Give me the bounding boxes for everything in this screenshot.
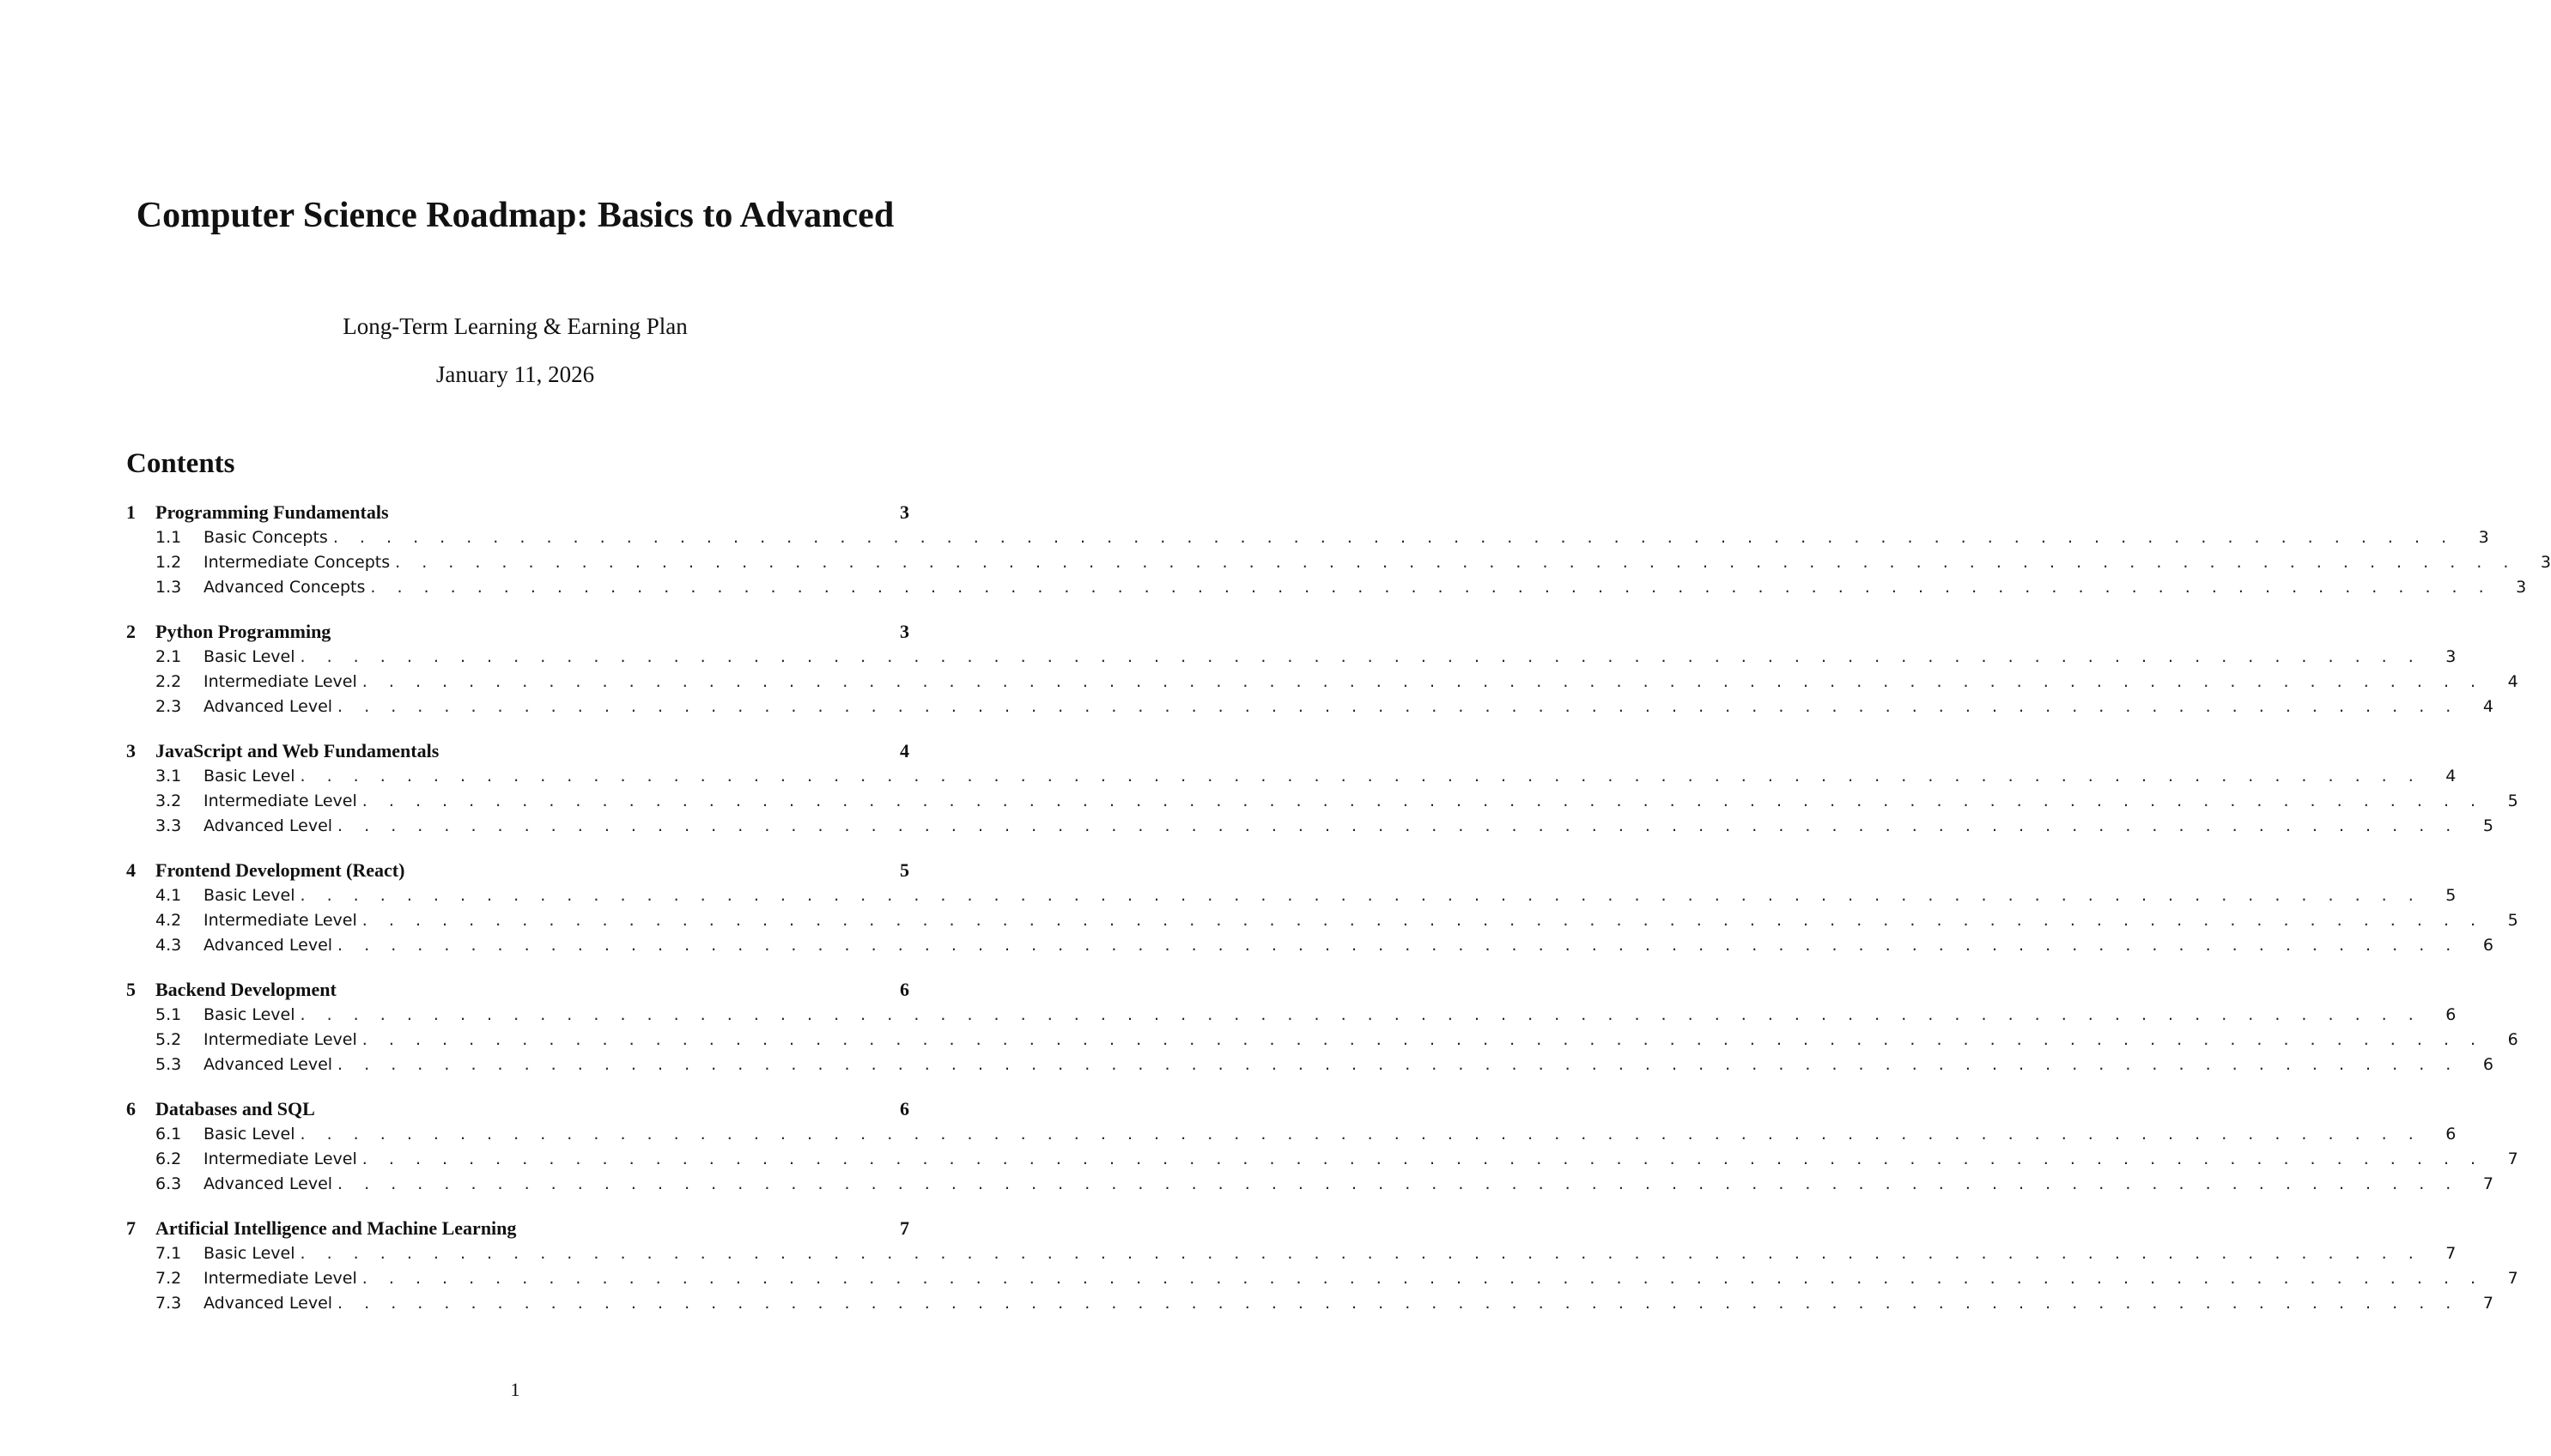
toc-section-title: Frontend Development (React) <box>155 859 405 881</box>
toc-section-number: 7 <box>126 1217 136 1239</box>
toc-subsection-number: 7.2 <box>155 1269 182 1288</box>
toc-subsection-number: 2.2 <box>155 672 182 691</box>
toc-subsection-page: 3 <box>2478 528 2489 547</box>
toc-section-number: 5 <box>126 979 136 1000</box>
toc-subsection-page: 3 <box>2540 553 2551 572</box>
toc-subsection-title: Intermediate Level <box>203 672 357 691</box>
toc-subsection-page: 7 <box>2507 1150 2518 1168</box>
toc-section-title: JavaScript and Web Fundamentals <box>155 740 440 761</box>
toc-subsection-number: 6.2 <box>155 1150 182 1168</box>
toc-subsection-page: 6 <box>2445 1005 2457 1024</box>
toc-subsection-entry[interactable] <box>126 883 2457 908</box>
toc-subsection-title: Basic Concepts <box>203 528 328 547</box>
toc-section-page: 6 <box>900 979 909 1000</box>
toc-section <box>126 1096 2518 1197</box>
toc-dot-leader: . . . . . . . . . . . . . . . . . . . . . . . . . . . . . . . . . . . . . . . . . . . . . . . . . . . . . . . . . . . . . . . . . . . . . . . . . . . . . . . . <box>300 1244 2422 1263</box>
toc-subsection-title: Intermediate Level <box>203 1269 357 1288</box>
toc-subsection-entry[interactable] <box>126 550 2551 575</box>
toc-dot-leader: . . . . . . . . . . . . . . . . . . . . . . . . . . . . . . . . . . . . . . . . . . . . . . . . . . . . . . . . . . . . . . . . . . . . . . . . . . . . . . . . <box>337 1055 2459 1074</box>
toc-subsection-number: 6.3 <box>155 1174 182 1193</box>
toc-subsection-number: 2.1 <box>155 647 182 666</box>
toc-subsection-number: 3.1 <box>155 767 182 786</box>
toc-section-number: 4 <box>126 859 136 881</box>
toc-subsection-number: 5.2 <box>155 1030 182 1049</box>
toc-subsection-entry[interactable] <box>126 575 2527 600</box>
toc-dot-leader: . . . . . . . . . . . . . . . . . . . . . . . . . . . . . . . . . . . . . . . . . . . . . . . . . . . . . . . . . . . . . . . . . . . . . . . . . . . . . . . . <box>300 767 2422 786</box>
toc-subsection-number: 5.3 <box>155 1055 182 1074</box>
toc-subsection-entry[interactable] <box>126 525 2489 550</box>
toc-dot-leader: . . . . . . . . . . . . . . . . . . . . . . . . . . . . . . . . . . . . . . . . . . . . . . . . . . . . . . . . . . . . . . . . . . . . . . . . . . . . . . . . <box>337 816 2459 835</box>
toc-subsection-number: 3.3 <box>155 816 182 835</box>
toc-subsection-entry[interactable] <box>126 1172 2493 1197</box>
toc-section-entry[interactable] <box>126 858 909 883</box>
toc-subsection-page: 6 <box>2482 1055 2493 1074</box>
toc-section-page: 3 <box>900 501 909 523</box>
toc-subsection-number: 1.2 <box>155 553 182 572</box>
toc-subsection-number: 3.2 <box>155 792 182 810</box>
toc-subsection-page: 4 <box>2482 697 2493 716</box>
toc-subsection-number: 1.3 <box>155 578 182 597</box>
toc-subsection-entry[interactable] <box>126 933 2493 958</box>
toc-dot-leader: . . . . . . . . . . . . . . . . . . . . . . . . . . . . . . . . . . . . . . . . . . . . . . . . . . . . . . . . . . . . . . . . . . . . . . . . . . . . . . . . <box>337 1174 2459 1193</box>
toc-section <box>126 977 2518 1077</box>
toc-subsection-number: 1.1 <box>155 528 182 547</box>
toc-subsection-page: 5 <box>2445 886 2457 905</box>
toc-subsection-title: Advanced Concepts <box>203 578 366 597</box>
toc-dot-leader: . . . . . . . . . . . . . . . . . . . . . . . . . . . . . . . . . . . . . . . . . . . . . . . . . . . . . . . . . . . . . . . . . . . . . . . . . . . . . . . . <box>395 553 2517 572</box>
toc-dot-leader: . . . . . . . . . . . . . . . . . . . . . . . . . . . . . . . . . . . . . . . . . . . . . . . . . . . . . . . . . . . . . . . . . . . . . . . . . . . . . . . . <box>361 1150 2484 1168</box>
toc-subsection-page: 4 <box>2445 767 2457 786</box>
toc-dot-leader: . . . . . . . . . . . . . . . . . . . . . . . . . . . . . . . . . . . . . . . . . . . . . . . . . . . . . . . . . . . . . . . . . . . . . . . . . . . . . . . . <box>370 578 2493 597</box>
toc-subsection-entry[interactable] <box>126 670 2518 695</box>
toc-section-entry[interactable] <box>126 619 909 645</box>
toc-dot-leader: . . . . . . . . . . . . . . . . . . . . . . . . . . . . . . . . . . . . . . . . . . . . . . . . . . . . . . . . . . . . . . . . . . . . . . . . . . . . . . . . <box>300 886 2422 905</box>
toc-subsection-page: 3 <box>2445 647 2457 666</box>
toc-section-title: Databases and SQL <box>155 1098 315 1119</box>
toc-subsection-title: Basic Level <box>203 886 295 905</box>
toc-subsection-title: Intermediate Level <box>203 1030 357 1049</box>
toc-section-page: 5 <box>900 859 909 881</box>
toc-subsection-entry[interactable] <box>126 1003 2457 1028</box>
toc-subsection-entry[interactable] <box>126 695 2493 719</box>
toc-subsection-title: Advanced Level <box>203 816 333 835</box>
toc-section-page: 6 <box>900 1098 909 1119</box>
toc-subsection-number: 7.3 <box>155 1294 182 1313</box>
toc-subsection-page: 7 <box>2445 1244 2457 1263</box>
toc-subsection-title: Advanced Level <box>203 936 333 955</box>
toc-subsection-page: 5 <box>2507 911 2518 930</box>
toc-section-number: 2 <box>126 621 136 642</box>
toc-subsection-entry[interactable] <box>126 1028 2518 1053</box>
toc-subsection-page: 3 <box>2516 578 2527 597</box>
toc-subsection-number: 4.2 <box>155 911 182 930</box>
toc-subsection-entry[interactable] <box>126 1266 2518 1291</box>
page-number: 1 <box>510 1379 520 1400</box>
toc-dot-leader: . . . . . . . . . . . . . . . . . . . . . . . . . . . . . . . . . . . . . . . . . . . . . . . . . . . . . . . . . . . . . . . . . . . . . . . . . . . . . . . . <box>361 1269 2484 1288</box>
document-subtitle: Long-Term Learning & Earning Plan <box>343 313 688 339</box>
toc-section-number: 6 <box>126 1098 136 1119</box>
toc-dot-leader: . . . . . . . . . . . . . . . . . . . . . . . . . . . . . . . . . . . . . . . . . . . . . . . . . . . . . . . . . . . . . . . . . . . . . . . . . . . . . . . . <box>361 672 2484 691</box>
toc-dot-leader: . . . . . . . . . . . . . . . . . . . . . . . . . . . . . . . . . . . . . . . . . . . . . . . . . . . . . . . . . . . . . . . . . . . . . . . . . . . . . . . . <box>300 1125 2422 1144</box>
table-of-contents <box>126 500 2551 1335</box>
toc-subsection-entry[interactable] <box>126 1053 2493 1077</box>
toc-section-entry[interactable] <box>126 977 909 1003</box>
toc-subsection-page: 4 <box>2507 672 2518 691</box>
toc-dot-leader: . . . . . . . . . . . . . . . . . . . . . . . . . . . . . . . . . . . . . . . . . . . . . . . . . . . . . . . . . . . . . . . . . . . . . . . . . . . . . . . . <box>337 936 2459 955</box>
toc-subsection-number: 2.3 <box>155 697 182 716</box>
toc-subsection-entry[interactable] <box>126 1122 2457 1147</box>
toc-section-entry[interactable] <box>126 500 909 525</box>
toc-subsection-title: Basic Level <box>203 1005 295 1024</box>
toc-subsection-title: Advanced Level <box>203 1055 333 1074</box>
document-title: Computer Science Roadmap: Basics to Advanced <box>136 196 895 235</box>
toc-section-number: 3 <box>126 740 136 761</box>
toc-subsection-entry[interactable] <box>126 1241 2457 1266</box>
toc-subsection-number: 4.1 <box>155 886 182 905</box>
toc-subsection-title: Basic Level <box>203 1125 295 1144</box>
toc-section <box>126 738 2518 839</box>
toc-subsection-page: 6 <box>2482 936 2493 955</box>
toc-subsection-entry[interactable] <box>126 908 2518 933</box>
toc-subsection-title: Advanced Level <box>203 697 333 716</box>
toc-section-title: Programming Fundamentals <box>155 501 389 523</box>
toc-subsection-entry[interactable] <box>126 645 2457 670</box>
toc-section-entry[interactable] <box>126 738 909 764</box>
toc-section-title: Backend Development <box>155 979 337 1000</box>
toc-subsection-entry[interactable] <box>126 764 2457 789</box>
toc-dot-leader: . . . . . . . . . . . . . . . . . . . . . . . . . . . . . . . . . . . . . . . . . . . . . . . . . . . . . . . . . . . . . . . . . . . . . . . . . . . . . . . . <box>361 911 2484 930</box>
toc-dot-leader: . . . . . . . . . . . . . . . . . . . . . . . . . . . . . . . . . . . . . . . . . . . . . . . . . . . . . . . . . . . . . . . . . . . . . . . . . . . . . . . . <box>361 792 2484 810</box>
toc-section-title: Python Programming <box>155 621 331 642</box>
toc-subsection-title: Intermediate Level <box>203 1150 357 1168</box>
toc-subsection-page: 7 <box>2507 1269 2518 1288</box>
toc-dot-leader: . . . . . . . . . . . . . . . . . . . . . . . . . . . . . . . . . . . . . . . . . . . . . . . . . . . . . . . . . . . . . . . . . . . . . . . . . . . . . . . . <box>337 1294 2459 1313</box>
toc-subsection-title: Intermediate Level <box>203 911 357 930</box>
toc-subsection-title: Advanced Level <box>203 1174 333 1193</box>
toc-subsection-page: 7 <box>2482 1294 2493 1313</box>
toc-subsection-title: Basic Level <box>203 767 295 786</box>
toc-subsection-number: 4.3 <box>155 936 182 955</box>
toc-subsection-entry[interactable] <box>126 789 2518 814</box>
toc-dot-leader: . . . . . . . . . . . . . . . . . . . . . . . . . . . . . . . . . . . . . . . . . . . . . . . . . . . . . . . . . . . . . . . . . . . . . . . . . . . . . . . . <box>300 1005 2422 1024</box>
toc-dot-leader: . . . . . . . . . . . . . . . . . . . . . . . . . . . . . . . . . . . . . . . . . . . . . . . . . . . . . . . . . . . . . . . . . . . . . . . . . . . . . . . . <box>337 697 2459 716</box>
toc-subsection-title: Basic Level <box>203 1244 295 1263</box>
toc-subsection-page: 5 <box>2482 816 2493 835</box>
toc-subsection-entry[interactable] <box>126 1291 2493 1316</box>
toc-section <box>126 858 2518 958</box>
toc-subsection-title: Intermediate Level <box>203 792 357 810</box>
toc-subsection-title: Basic Level <box>203 647 295 666</box>
toc-subsection-entry[interactable] <box>126 814 2493 839</box>
toc-section <box>126 500 2551 600</box>
toc-subsection-title: Intermediate Concepts <box>203 553 391 572</box>
toc-dot-leader: . . . . . . . . . . . . . . . . . . . . . . . . . . . . . . . . . . . . . . . . . . . . . . . . . . . . . . . . . . . . . . . . . . . . . . . . . . . . . . . . <box>300 647 2422 666</box>
contents-heading: Contents <box>126 448 235 479</box>
toc-subsection-page: 6 <box>2507 1030 2518 1049</box>
toc-section-entry[interactable] <box>126 1096 909 1122</box>
toc-section <box>126 619 2518 719</box>
toc-dot-leader: . . . . . . . . . . . . . . . . . . . . . . . . . . . . . . . . . . . . . . . . . . . . . . . . . . . . . . . . . . . . . . . . . . . . . . . . . . . . . . . . <box>332 528 2455 547</box>
toc-subsection-number: 7.1 <box>155 1244 182 1263</box>
document-date: January 11, 2026 <box>435 361 595 387</box>
toc-section-title: Artificial Intelligence and Machine Learning <box>155 1217 517 1239</box>
toc-section-page: 4 <box>900 740 909 761</box>
toc-subsection-page: 7 <box>2482 1174 2493 1193</box>
toc-section-entry[interactable] <box>126 1216 909 1241</box>
toc-subsection-number: 6.1 <box>155 1125 182 1144</box>
toc-subsection-page: 6 <box>2445 1125 2457 1144</box>
toc-subsection-number: 5.1 <box>155 1005 182 1024</box>
toc-section-number: 1 <box>126 501 136 523</box>
toc-section-page: 7 <box>900 1217 909 1239</box>
toc-subsection-entry[interactable] <box>126 1147 2518 1172</box>
toc-subsection-page: 5 <box>2507 792 2518 810</box>
toc-section <box>126 1216 2518 1316</box>
toc-section-page: 3 <box>900 621 909 642</box>
toc-subsection-title: Advanced Level <box>203 1294 333 1313</box>
toc-dot-leader: . . . . . . . . . . . . . . . . . . . . . . . . . . . . . . . . . . . . . . . . . . . . . . . . . . . . . . . . . . . . . . . . . . . . . . . . . . . . . . . . <box>361 1030 2484 1049</box>
